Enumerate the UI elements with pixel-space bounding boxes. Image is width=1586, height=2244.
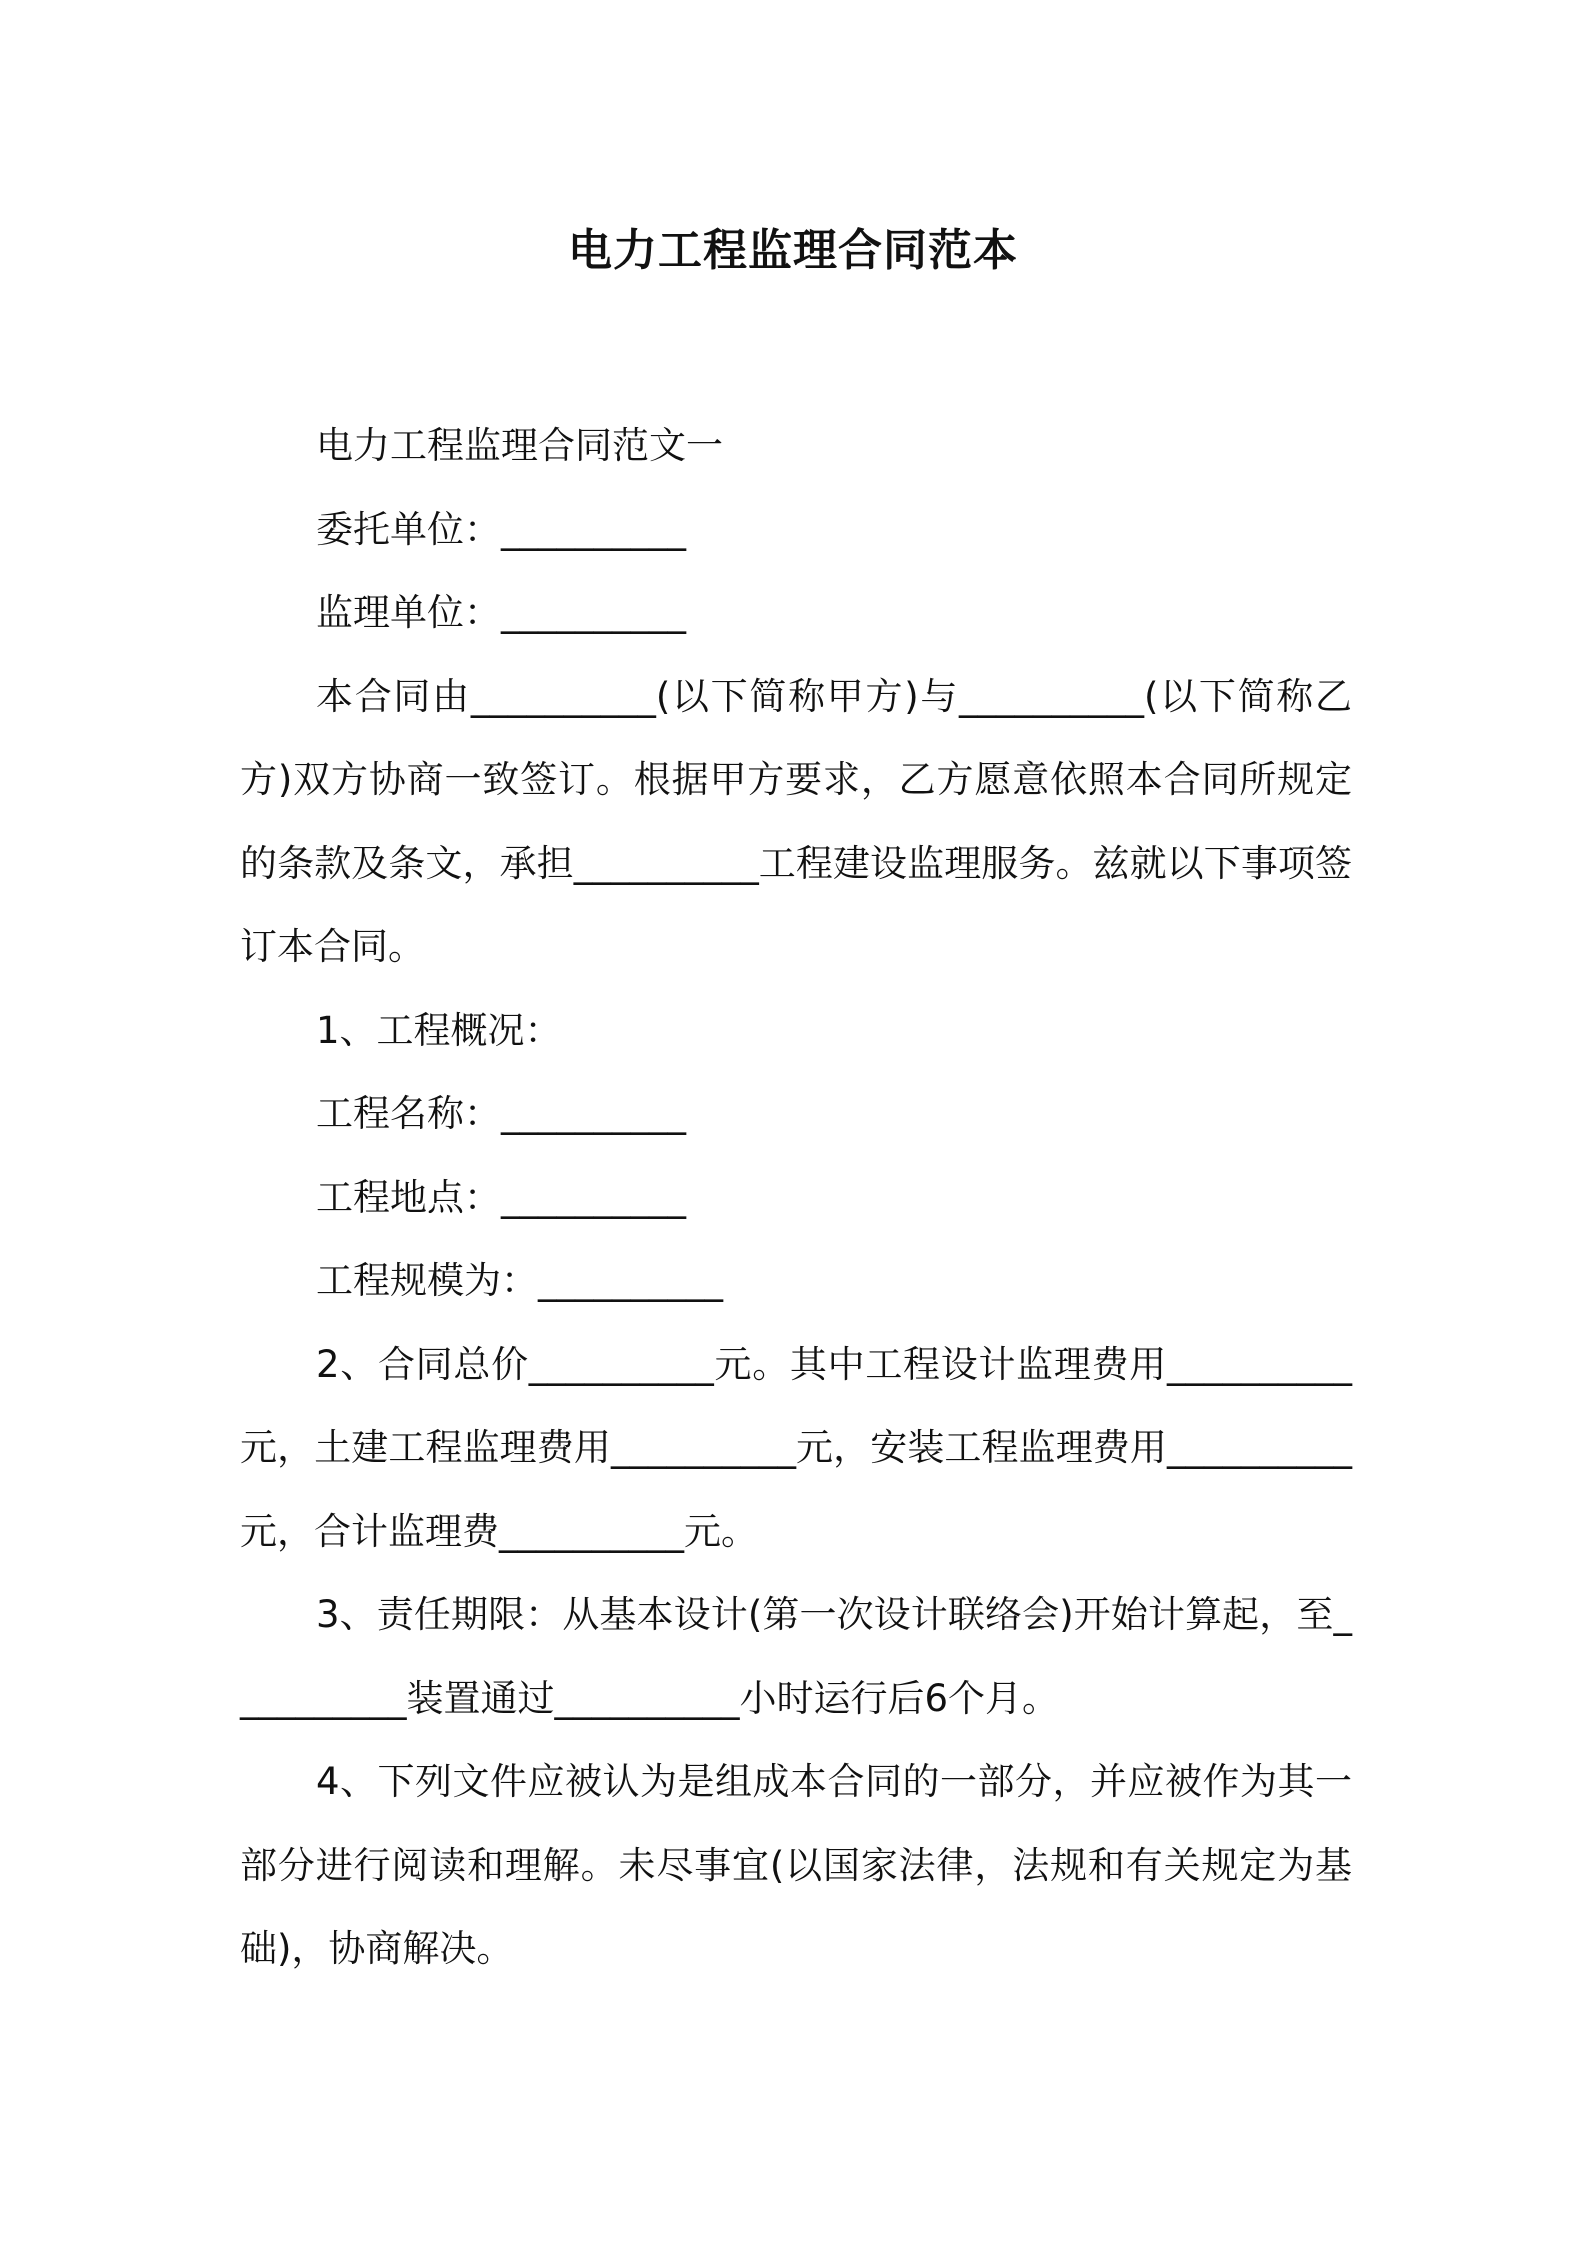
section-4-paragraph: 4、下列文件应被认为是组成本合同的一部分，并应被作为其一部分进行阅读和理解。未尽事宜(以国家法律，法规和有关规定为基础)，协商解决。 — [240, 1760, 1352, 1970]
section-1-heading: 1、工程概况： — [316, 1008, 562, 1052]
preamble-paragraph: 本合同由__________(以下简称甲方)与__________(以下简称乙方)双方协商一致签订。根据甲方要求，乙方愿意依照本合同所规定的条款及条文，承担__________工程建设监理服务。兹就以下事项签订本合同。 — [240, 674, 1352, 968]
client-unit-line: 委托单位：__________ — [316, 507, 686, 551]
document-title: 电力工程监理合同范本 — [568, 225, 1018, 276]
supervisor-unit-line: 监理单位：__________ — [316, 591, 686, 634]
document-body — [240, 404, 1352, 1991]
project-scale-line: 工程规模为：__________ — [316, 1259, 723, 1302]
subtitle-paragraph: 电力工程监理合同范文一 — [316, 424, 723, 467]
project-location-line: 工程地点：__________ — [316, 1175, 686, 1219]
project-name-line: 工程名称：__________ — [316, 1092, 686, 1135]
section-2-paragraph: 2、合同总价__________元。其中工程设计监理费用__________元，土建工程监理费用__________元，安装工程监理费用__________元，合计监理费__________元。 — [240, 1342, 1352, 1553]
section-3-paragraph: 3、责任期限：从基本设计(第一次设计联络会)开始计算起，至__________装置通过__________小时运行后6个月。 — [240, 1593, 1352, 1720]
